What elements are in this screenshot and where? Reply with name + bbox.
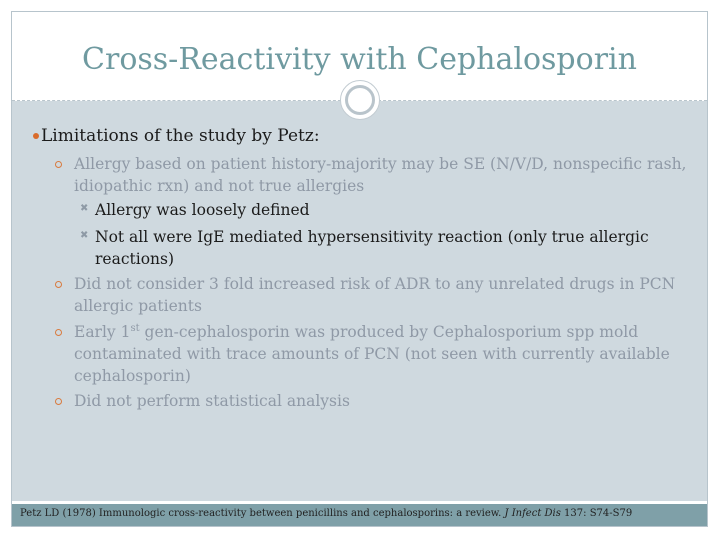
cross-bullet-icon: ✖ [80, 230, 89, 241]
level2-bullet-text: Did not perform statistical analysis [74, 392, 350, 410]
citation-volume: 137: S74-S79 [560, 508, 633, 519]
level1-bullet-text: Limitations of the study by Petz: [41, 126, 320, 146]
citation-journal: J Infect Dis [504, 508, 561, 519]
level2-bullet-text: Did not consider 3 fold increased risk of ADR to any unrelated drugs in PCN allergic patients [74, 275, 676, 315]
bullet-text-part: gen-cephalosporin was produced by Cephalosporium spp mold contaminated with trace amounts of PCN (not seen with currently available cephalosporin) [74, 323, 670, 385]
bullet-text-part: Early 1 [74, 323, 131, 341]
bullet-dot-icon [33, 133, 39, 139]
divider-circle-ornament [340, 80, 380, 120]
divider-circle-inner [345, 85, 375, 115]
cross-bullet-icon: ✖ [80, 203, 89, 214]
superscript: st [130, 322, 140, 334]
footer-citation [20, 508, 632, 519]
level3-bullet-text: Not all were IgE mediated hypersensitivity reaction (only true allergic reactions) [95, 228, 649, 268]
ring-bullet-icon [55, 161, 62, 168]
level2-bullet-text [74, 321, 694, 387]
ring-bullet-icon [55, 281, 62, 288]
level3-bullet-text: Allergy was loosely defined [95, 201, 310, 219]
citation-text: Petz LD (1978) Immunologic cross-reactivity between penicillins and cephalosporins: a review. [20, 508, 505, 519]
slide-title: Cross-Reactivity with Cephalosporin [82, 42, 637, 77]
level2-bullet-text: Allergy based on patient history-majority may be SE (N/V/D, nonspecific rash, idiopathic rxn) and not true allergies [74, 155, 687, 195]
ring-bullet-icon [55, 329, 62, 336]
ring-bullet-icon [55, 398, 62, 405]
